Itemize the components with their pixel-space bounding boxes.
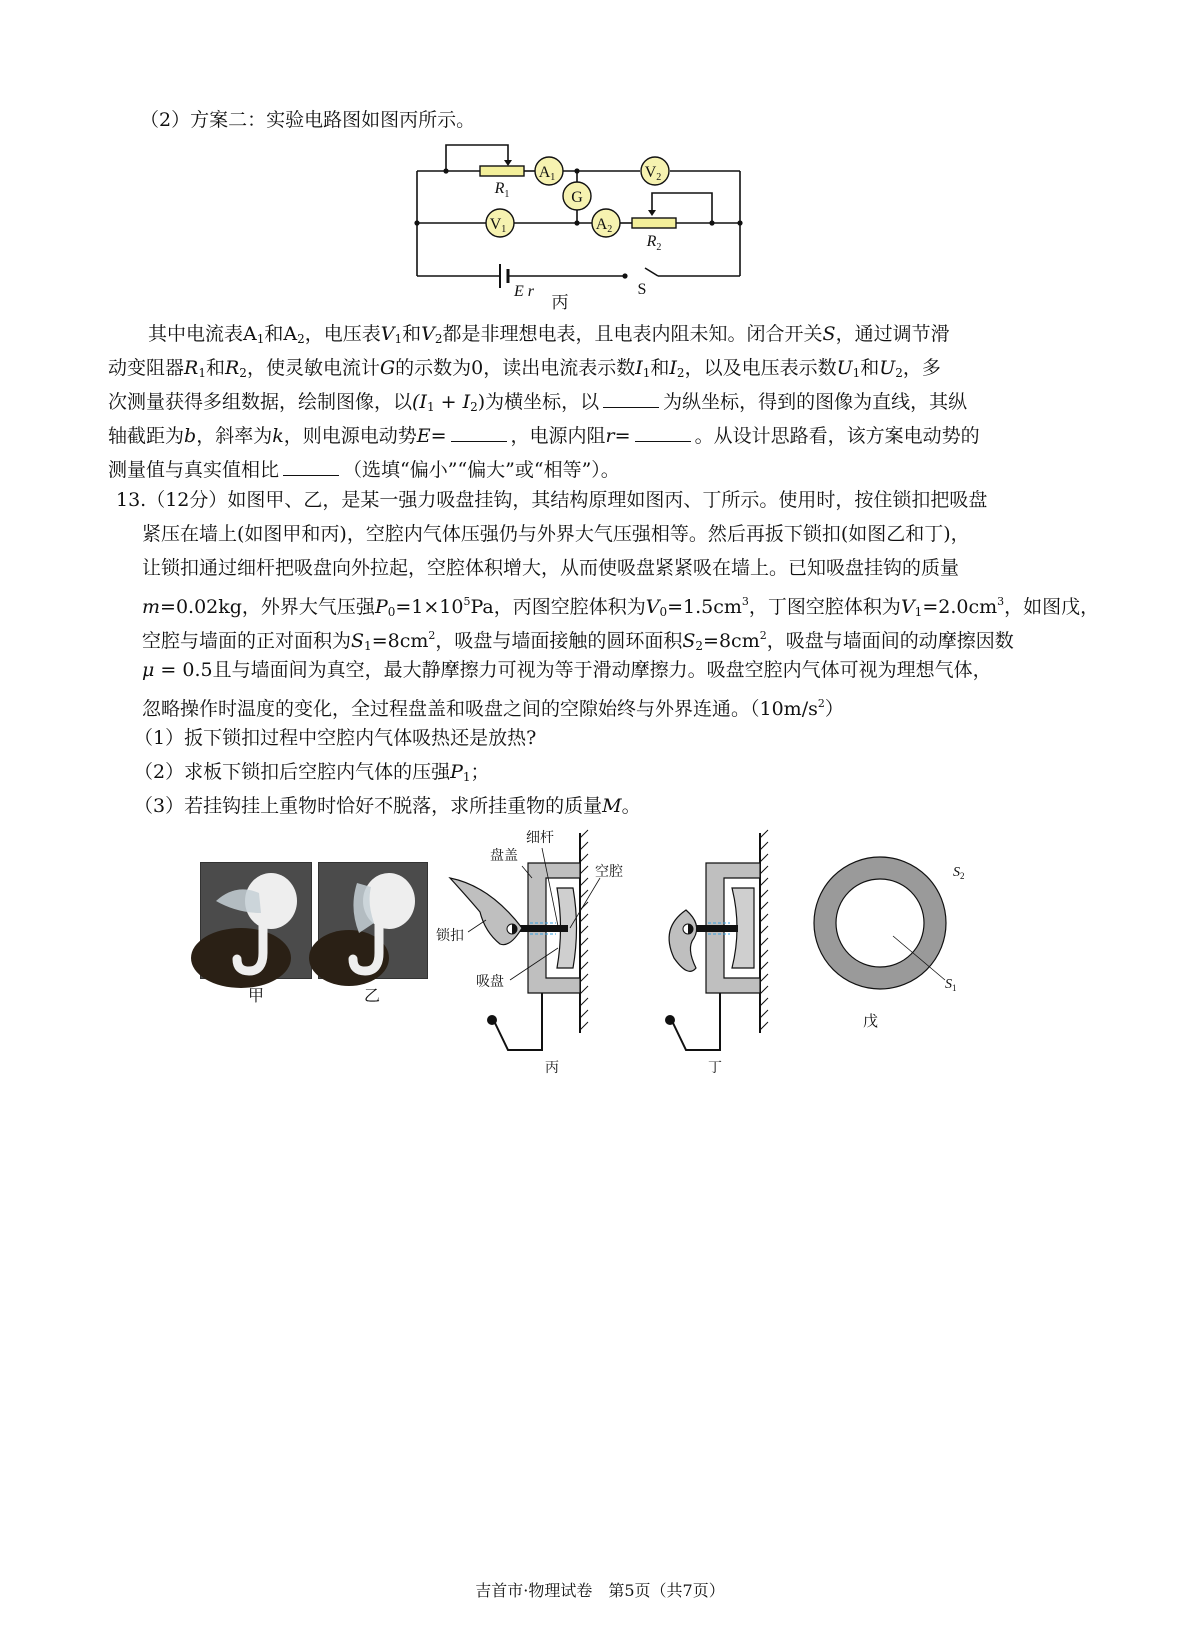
svg-text:盘盖: 盘盖 — [490, 849, 518, 864]
svg-text:S: S — [637, 281, 647, 298]
caption-yi: 乙 — [364, 986, 381, 1005]
svg-text:空腔: 空腔 — [595, 865, 623, 880]
caption-jia: 甲 — [248, 986, 265, 1005]
diagram-bing — [430, 828, 623, 1078]
svg-text:丁: 丁 — [708, 1061, 722, 1076]
svg-text:吸盘: 吸盘 — [476, 975, 504, 990]
svg-text:丙: 丙 — [551, 293, 569, 312]
q13-line4: m=0.02kg，外界大气压强$P_0=1\times 10^5Pa$，丙图空腔体积为$V_0=1.5cm^3$，丁图空腔体积为$V_1=2.0cm^3$，如图戊， — [142, 595, 1100, 619]
r1-resistor — [480, 166, 524, 176]
svg-text:V2: V2 — [644, 164, 662, 183]
diagram-wu — [805, 848, 985, 1038]
svg-text:丙: 丙 — [545, 1061, 559, 1076]
q13-line5: 空腔与墙面的正对面积为$S_1=8cm^2$，吸盘与墙面接触的圆环面积$S_2=8cm^2$，吸盘与墙面间的动摩擦因数 — [142, 629, 1014, 653]
q13-line2: 紧压在墙上(如图甲和丙)，空腔内气体压强仍与外界大气压强相等。然后再扳下锁扣(如图乙和丁)， — [142, 523, 970, 545]
diagram-ding — [650, 828, 780, 1078]
svg-text:戊: 戊 — [863, 1014, 879, 1030]
svg-text:G: G — [571, 189, 583, 206]
q13-line1: 13.（12分）如图甲、乙，是某一强力吸盘挂钩，其结构原理如图丙、丁所示。使用时，按住锁扣把吸盘 — [116, 489, 988, 511]
q13-sub3: （3）若挂钩挂上重物时恰好不脱落，求所挂重物的质量M。 — [134, 795, 641, 817]
part2-para-line5: 测量值与真实值相比 （选填“偏小”“偏大”或“相等”）。 — [108, 459, 620, 481]
svg-text:E r: E r — [514, 283, 534, 300]
q13-line3: 让锁扣通过细杆把吸盘向外拉起，空腔体积增大，从而使吸盘紧紧吸在墙上。已知吸盘挂钩的质量 — [142, 557, 960, 579]
q13-sub2: （2）求板下锁扣后空腔内气体的压强$P_1$； — [134, 761, 490, 784]
part2-para-line2: 动变阻器$R_1$和$R_2$，使灵敏电流计G的示数为0，读出电流表示数$I_1$和$I_2$，以及电压表示数$U_1$和$U_2$，多 — [108, 357, 941, 380]
svg-text:S1: $S_1$ — [945, 977, 957, 993]
page-footer: 吉首市·物理试卷 第5页（共7页） — [475, 1581, 725, 1600]
part2-heading: （2）方案二：实验电路图如图丙所示。 — [140, 109, 476, 131]
part2-para-line3: 次测量获得多组数据，绘制图像，以$(I_1 + I_2)$为横坐标，以 为纵坐标，得到的图像为直线，其纵 — [108, 391, 968, 414]
q13-line7: 忽略操作时温度的变化，全过程盘盖和吸盘之间的空隙始终与外界连通。$(10m/s^2)$ — [142, 697, 844, 720]
svg-text:A2: A2 — [595, 216, 613, 235]
answer-blank-emf[interactable] — [451, 423, 507, 442]
svg-text:S2: $S_2$ — [953, 865, 965, 881]
answer-blank-comparison[interactable] — [283, 457, 339, 476]
r2-resistor — [632, 218, 676, 228]
q13-line6: μ = 0.5且与墙面间为真空，最大静摩擦力可视为等于滑动摩擦力。吸盘空腔内气体可视为理想气体， — [142, 659, 992, 681]
circuit-diagram — [400, 138, 750, 316]
photo-jia — [200, 862, 312, 979]
svg-text:R2: $R_2$ — [646, 233, 662, 253]
q13-sub1: （1）扳下锁扣过程中空腔内气体吸热还是放热? — [134, 727, 537, 749]
part2-para-line4: 轴截距为b，斜率为k，则电源电动势E= ，电源内阻r= 。从设计思路看，该方案电动势的 — [108, 425, 980, 447]
part2-para-line1: 其中电流表$A_1$和$A_2$，电压表$V_1$和$V_2$都是非理想电表，且电表内阻未知。闭合开关S，通过调节滑 — [148, 323, 950, 346]
svg-text:细杆: 细杆 — [526, 831, 554, 846]
svg-text:R1: $R_1$ — [494, 180, 510, 200]
svg-text:V1: V1 — [489, 216, 507, 235]
svg-text:A1: A1 — [538, 164, 556, 183]
svg-text:锁扣: 锁扣 — [436, 929, 464, 944]
answer-blank-ordinate[interactable] — [603, 389, 659, 408]
answer-blank-resistance[interactable] — [635, 423, 691, 442]
photo-yi — [318, 862, 428, 979]
